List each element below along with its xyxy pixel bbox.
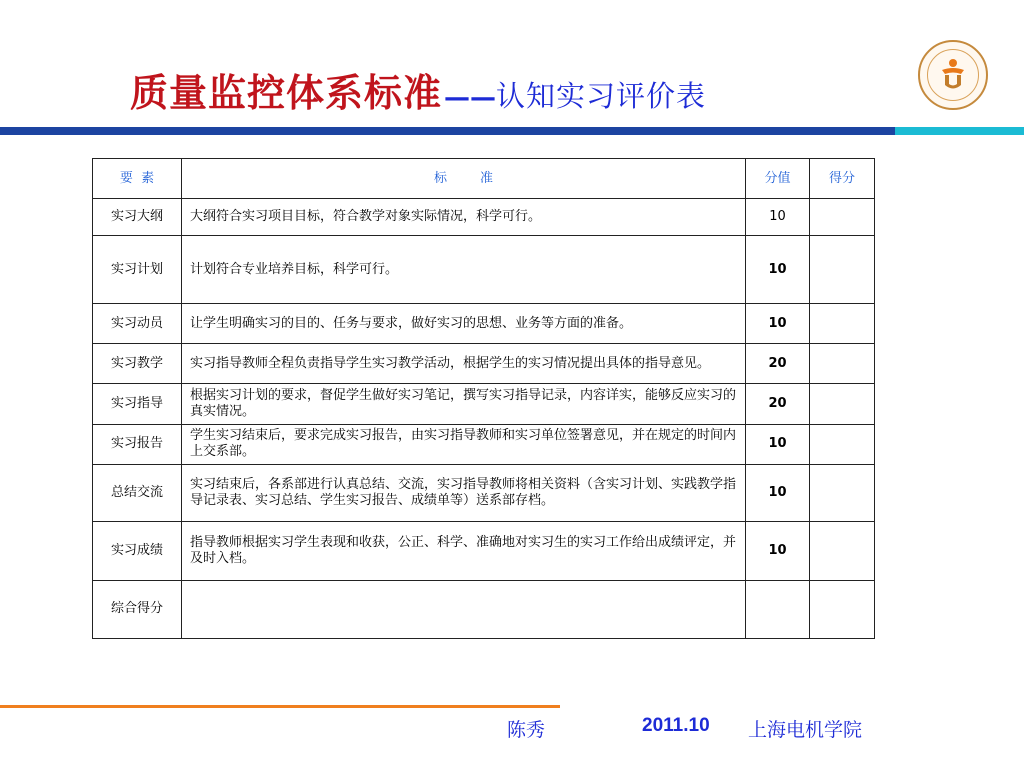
row-criteria: 实习指导教师全程负责指导学生实习教学活动，根据学生的实习情况提出具体的指导意见。: [182, 344, 746, 384]
footer-org: 上海电机学院: [748, 719, 863, 741]
emblem-figure-icon: [939, 58, 967, 92]
table-row: [93, 521, 875, 580]
row-element: 综合得分: [93, 580, 182, 638]
row-score: 20: [746, 344, 810, 384]
row-element: 实习指导: [93, 384, 182, 424]
row-score: 10: [746, 464, 810, 521]
title-main: 质量监控体系标准: [130, 70, 443, 115]
title-dash: ——: [444, 83, 497, 113]
header-score: 分值: [746, 159, 810, 199]
row-criteria: 根据实习计划的要求，督促学生做好实习笔记，撰写实习指导记录，内容详实，能够反应实习的真实情况。: [182, 384, 746, 424]
row-obtained-input[interactable]: [810, 464, 875, 521]
row-score: 10: [746, 424, 810, 464]
row-obtained-input[interactable]: [810, 424, 875, 464]
row-element: 总结交流: [93, 464, 182, 521]
row-element: 实习动员: [93, 304, 182, 344]
row-element: 实习报告: [93, 424, 182, 464]
title-subtitle: 认知实习评价表: [496, 79, 707, 113]
table-row: [93, 464, 875, 521]
table-row-total: [93, 580, 875, 638]
row-criteria: 计划符合专业培养目标，科学可行。: [182, 236, 746, 304]
row-obtained-input[interactable]: [810, 199, 875, 236]
row-element: 实习教学: [93, 344, 182, 384]
row-score: 10: [746, 304, 810, 344]
evaluation-table: [92, 158, 875, 639]
row-criteria: 实习结束后，各系部进行认真总结、交流，实习指导教师将相关资料（含实习计划、实践教学指导记录表、实习总结、学生实习报告、成绩单等）送系部存档。: [182, 464, 746, 521]
row-obtained-input[interactable]: [810, 236, 875, 304]
header-criteria: 标 准: [182, 159, 746, 199]
header-obtained: 得分: [810, 159, 875, 199]
table-header-row: [93, 159, 875, 199]
table-row: [93, 384, 875, 424]
footer-author: 陈秀: [507, 719, 546, 741]
row-criteria: 让学生明确实习的目的、任务与要求，做好实习的思想、业务等方面的准备。: [182, 304, 746, 344]
footer-date: 2011.10: [642, 715, 710, 736]
table-row: [93, 304, 875, 344]
row-obtained-input[interactable]: [810, 521, 875, 580]
row-score: 10: [746, 199, 810, 236]
row-criteria: 大纲符合实习项目目标，符合教学对象实际情况，科学可行。: [182, 199, 746, 236]
row-score: 10: [746, 521, 810, 580]
table-row: [93, 424, 875, 464]
row-obtained-input[interactable]: [810, 344, 875, 384]
row-element: 实习计划: [93, 236, 182, 304]
row-criteria: [182, 580, 746, 638]
table-row: [93, 199, 875, 236]
header-band-blue: [0, 127, 895, 135]
total-obtained-input[interactable]: [810, 580, 875, 638]
page-title: [130, 62, 706, 118]
footer-divider: [0, 705, 560, 708]
school-emblem-icon: [918, 40, 988, 110]
table-row: [93, 236, 875, 304]
row-score: 20: [746, 384, 810, 424]
row-obtained-input[interactable]: [810, 304, 875, 344]
table-row: [93, 344, 875, 384]
header-element: 要 素: [93, 159, 182, 199]
row-score: [746, 580, 810, 638]
row-score: 10: [746, 236, 810, 304]
row-element: 实习大纲: [93, 199, 182, 236]
row-obtained-input[interactable]: [810, 384, 875, 424]
row-criteria: 指导教师根据实习学生表现和收获，公正、科学、准确地对实习生的实习工作给出成绩评定，并及时入档。: [182, 521, 746, 580]
row-element: 实习成绩: [93, 521, 182, 580]
header-band-cyan: [895, 127, 1024, 135]
row-criteria: 学生实习结束后，要求完成实习报告，由实习指导教师和实习单位签署意见，并在规定的时间内上交系部。: [182, 424, 746, 464]
